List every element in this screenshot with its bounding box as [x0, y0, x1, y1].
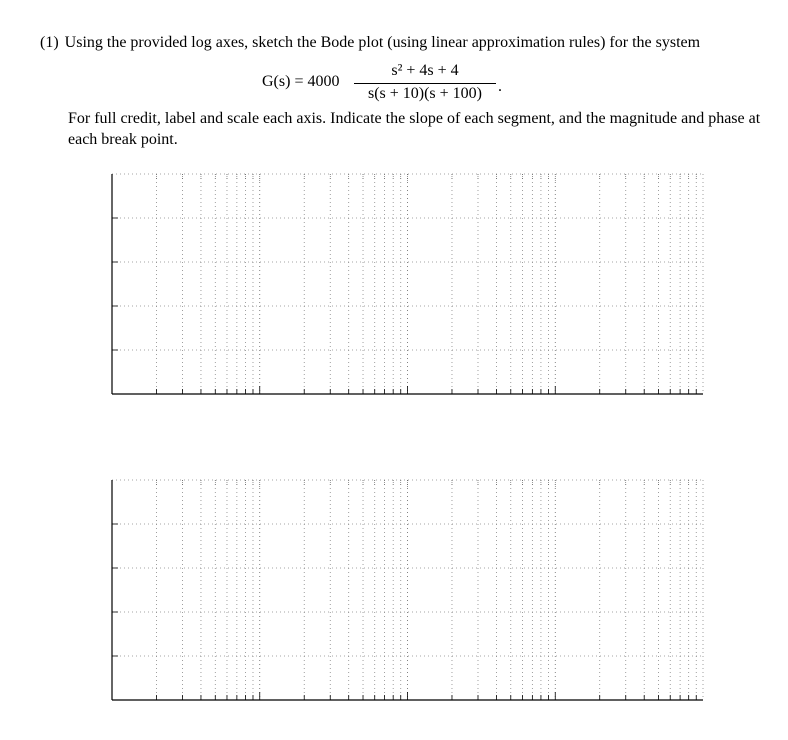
equation-period: . [498, 78, 502, 95]
equation-lhs: G(s) = 4000 [262, 73, 340, 90]
equation-denominator: s(s + 10)(s + 100) [367, 85, 483, 102]
magnitude-grid [110, 168, 705, 396]
phase-plot-axes [110, 474, 705, 702]
instructions: For full credit, label and scale each axis. Indicate the slope of each segment, and the magnitude and phase at each break point. [68, 110, 761, 148]
fraction-bar [354, 83, 496, 84]
phase-grid [110, 474, 705, 702]
problem-statement [40, 34, 700, 52]
problem-prompt: Using the provided log axes, sketch the Bode plot (using linear approximation rules) for the system [64, 34, 701, 51]
problem-number: (1) [40, 34, 59, 51]
magnitude-plot-axes [110, 168, 705, 396]
equation-numerator: s² + 4s + 4 [391, 62, 459, 79]
